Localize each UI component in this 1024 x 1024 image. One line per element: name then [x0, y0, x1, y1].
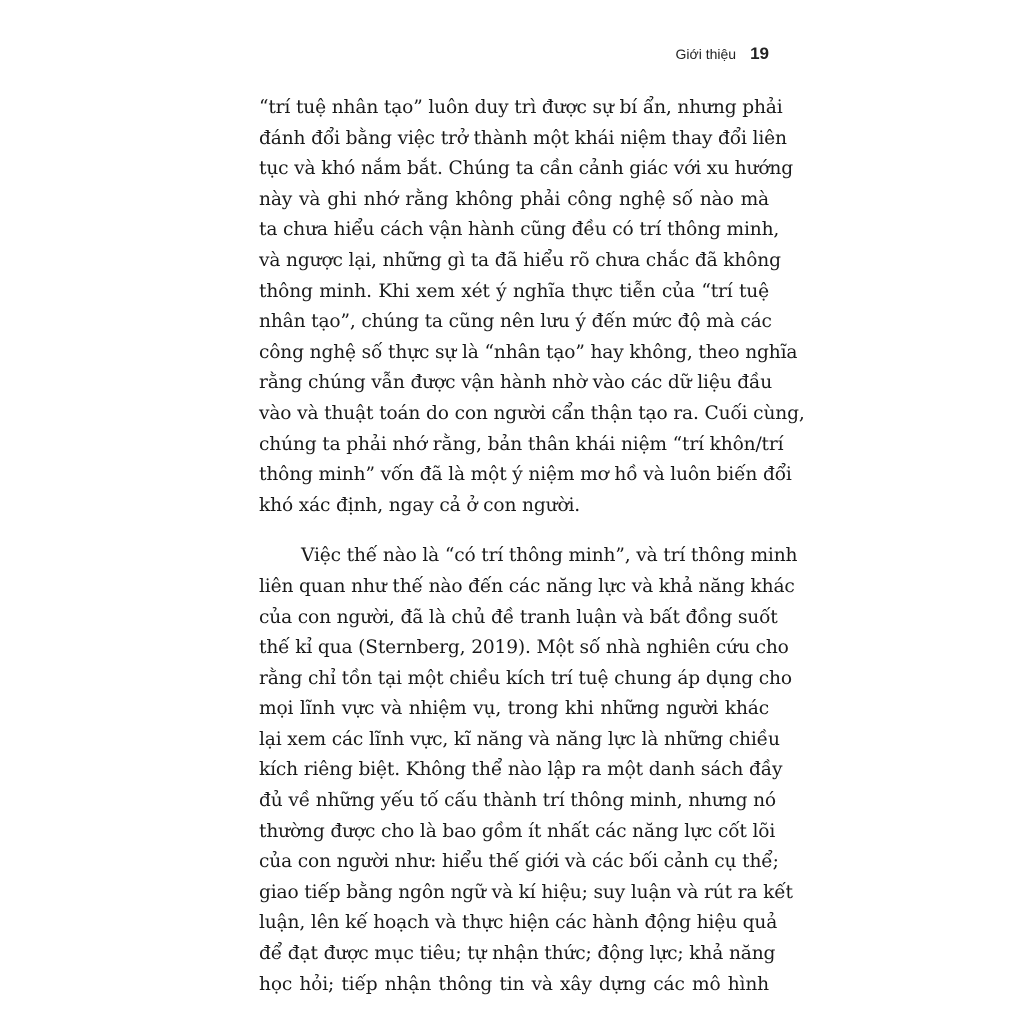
- text-line: rằng chỉ tồn tại một chiều kích trí tuệ chung áp dụng cho: [259, 667, 792, 689]
- text-line: thông minh” vốn đã là một ý niệm mơ hồ và luôn biến đổi: [259, 464, 792, 486]
- text-line: và ngược lại, những gì ta đã hiểu rõ chưa chắc đã không: [259, 249, 781, 271]
- paragraph-gap: [259, 521, 769, 541]
- running-header: [676, 44, 769, 64]
- text-line: rằng chúng vẫn được vận hành nhờ vào các dữ liệu đầu: [259, 372, 773, 394]
- text-line: đủ về những yếu tố cấu thành trí thông minh, nhưng nó: [259, 790, 776, 812]
- text-line: mọi lĩnh vực và nhiệm vụ, trong khi những người khác: [259, 698, 769, 720]
- paragraph: [259, 93, 805, 521]
- text-line: đánh đổi bằng việc trở thành một khái niệm thay đổi liên: [259, 127, 787, 149]
- text-line: giao tiếp bằng ngôn ngữ và kí hiệu; suy luận và rút ra kết: [259, 881, 793, 903]
- text-line: này và ghi nhớ rằng không phải công nghệ số nào mà: [259, 188, 769, 210]
- text-line: kích riêng biệt. Không thể nào lập ra một danh sách đầy: [259, 759, 783, 781]
- text-line: chúng ta phải nhớ rằng, bản thân khái niệm “trí khôn/trí: [259, 433, 784, 455]
- text-line: “trí tuệ nhân tạo” luôn duy trì được sự bí ẩn, nhưng phải: [259, 97, 783, 118]
- text-line: vào và thuật toán do con người cẩn thận tạo ra. Cuối cùng,: [259, 402, 805, 424]
- text-line: liên quan như thế nào đến các năng lực và khả năng khác: [259, 575, 795, 597]
- section-title: Giới thiệu: [675, 46, 737, 62]
- text-line: của con người như: hiểu thế giới và các bối cảnh cụ thể;: [259, 851, 779, 873]
- text-line: của con người, đã là chủ đề tranh luận và bất đồng suốt: [259, 606, 778, 628]
- body-text: [259, 93, 805, 1000]
- text-line: thường được cho là bao gồm ít nhất các năng lực cốt lõi: [259, 820, 776, 842]
- text-line: luận, lên kế hoạch và thực hiện các hành động hiệu quả: [259, 912, 778, 934]
- paragraph: [259, 541, 798, 1000]
- text-line: tục và khó nắm bắt. Chúng ta cần cảnh giác với xu hướng: [259, 158, 793, 180]
- text-line: ta chưa hiểu cách vận hành cũng đều có trí thông minh,: [259, 219, 780, 241]
- text-line: lại xem các lĩnh vực, kĩ năng và năng lực là những chiều: [259, 728, 780, 750]
- text-line: để đạt được mục tiêu; tự nhận thức; động lực; khả năng: [259, 943, 776, 965]
- text-line: thông minh. Khi xem xét ý nghĩa thực tiễn của “trí tuệ: [259, 280, 769, 302]
- page-number: 19: [750, 44, 769, 63]
- text-line: Việc thế nào là “có trí thông minh”, và trí thông minh: [301, 545, 798, 567]
- text-line: nhân tạo”, chúng ta cũng nên lưu ý đến mức độ mà các: [259, 311, 772, 333]
- text-line: thế kỉ qua (Sternberg, 2019). Một số nhà nghiên cứu cho: [259, 637, 789, 659]
- text-line: học hỏi; tiếp nhận thông tin và xây dựng các mô hình: [259, 973, 769, 995]
- text-line: khó xác định, ngay cả ở con người.: [259, 494, 581, 516]
- text-line: công nghệ số thực sự là “nhân tạo” hay không, theo nghĩa: [259, 341, 798, 363]
